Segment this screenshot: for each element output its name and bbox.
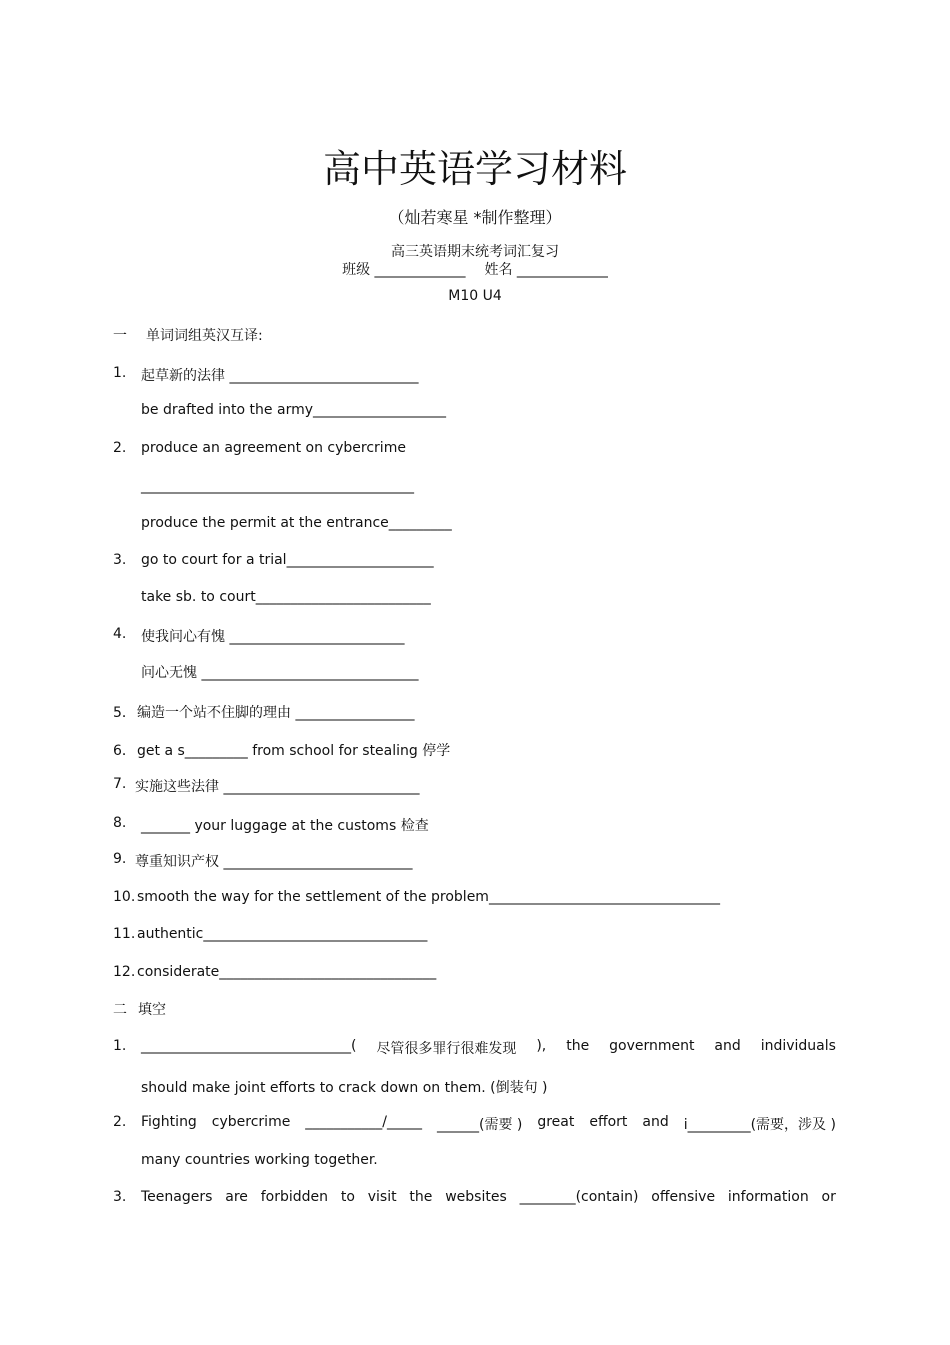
item-line[interactable]: _______________________________________: [141, 478, 414, 494]
item-number: 9.: [113, 851, 127, 867]
item-line[interactable]: authentic________________________________: [137, 926, 428, 942]
word: Teenagers: [141, 1189, 213, 1205]
word[interactable]: ______________________________(: [141, 1038, 357, 1054]
item-number: 4.: [113, 626, 127, 642]
question-line[interactable]: [141, 1189, 836, 1205]
word: websites: [445, 1189, 507, 1205]
word[interactable]: ______(需要 ): [436, 1117, 523, 1133]
page-title: 高中英语学习材料: [322, 147, 627, 191]
word: effort: [589, 1114, 628, 1130]
word: forbidden: [260, 1189, 328, 1205]
item-line[interactable]: go to court for a trial_____________________: [141, 552, 434, 568]
item-line[interactable]: 问心无愧 _______________________________: [141, 665, 419, 681]
word: offensive: [651, 1189, 716, 1205]
word: or: [821, 1189, 836, 1205]
class-field[interactable]: 班级 _____________: [342, 262, 466, 278]
word: ),: [536, 1038, 547, 1054]
item-line[interactable]: 尊重知识产权 ___________________________: [135, 854, 413, 870]
item-line[interactable]: take sb. to court_________________________: [141, 589, 431, 605]
word: great: [537, 1114, 575, 1130]
word: to: [340, 1189, 355, 1205]
word: government: [609, 1038, 695, 1054]
word: and: [642, 1114, 669, 1130]
word: Fighting: [141, 1114, 197, 1130]
item-number: 1.: [113, 365, 127, 381]
item-number: 11.: [113, 926, 136, 942]
item-line[interactable]: produce the permit at the entrance_________: [141, 515, 452, 531]
word: information: [727, 1189, 809, 1205]
item-line[interactable]: get a s_________ from school for stealing 停学: [137, 743, 451, 759]
class-name-line: [0, 259, 950, 279]
item-number: 8.: [113, 815, 127, 831]
item-line[interactable]: considerate_______________________________: [137, 964, 437, 980]
question-line: many countries working together.: [141, 1152, 378, 1168]
item-number: 12.: [113, 964, 136, 980]
exam-title: 高三英语期末统考词汇复习: [391, 244, 559, 260]
section2-heading: 填空: [138, 1002, 166, 1018]
item-line[interactable]: _______ your luggage at the customs 检查: [141, 818, 429, 834]
item-line[interactable]: 实施这些法律 ____________________________: [135, 779, 420, 795]
page-subtitle: （灿若寒星 *制作整理）: [388, 208, 562, 227]
name-field[interactable]: 姓名 _____________: [484, 262, 608, 278]
item-number: 10.: [113, 889, 136, 905]
item-line[interactable]: be drafted into the army___________________: [141, 402, 446, 418]
word: are: [225, 1189, 248, 1205]
word: 尽管很多罪行很难发现: [376, 1041, 517, 1057]
section1-number: 一: [113, 328, 127, 344]
word[interactable]: ________(contain): [519, 1189, 639, 1205]
item-line[interactable]: 起草新的法律 ___________________________: [141, 368, 419, 384]
word: the: [566, 1038, 590, 1054]
question-line: should make joint efforts to crack down on them. (倒装句 ): [141, 1080, 548, 1096]
question-number: 3.: [113, 1189, 127, 1205]
word: visit: [367, 1189, 397, 1205]
item-line: produce an agreement on cybercrime: [141, 440, 406, 456]
item-line[interactable]: smooth the way for the settlement of the problem_________________________________: [137, 889, 720, 905]
item-line[interactable]: 使我问心有愧 _________________________: [141, 629, 405, 645]
word: individuals: [760, 1038, 836, 1054]
item-number: 5．: [113, 705, 136, 721]
item-number: 2.: [113, 440, 127, 456]
word: and: [714, 1038, 741, 1054]
item-number: 7.: [113, 776, 127, 792]
unit-label: M10 U4: [448, 288, 502, 304]
section2-number: 二: [113, 1002, 127, 1018]
word: the: [409, 1189, 433, 1205]
question-line[interactable]: [141, 1114, 836, 1134]
word[interactable]: i_________(需要，涉及 ): [683, 1117, 836, 1133]
section1-heading: 单词词组英汉互译:: [146, 328, 263, 344]
question-number: 2.: [113, 1114, 127, 1130]
item-line[interactable]: 编造一个站不住脚的理由 _________________: [137, 705, 415, 721]
word: cybercrime: [211, 1114, 291, 1130]
question-line[interactable]: [141, 1038, 836, 1058]
word[interactable]: ___________/_____: [305, 1114, 423, 1130]
question-number: 1.: [113, 1038, 127, 1054]
item-number: 3.: [113, 552, 127, 568]
item-number: 6．: [113, 743, 136, 759]
